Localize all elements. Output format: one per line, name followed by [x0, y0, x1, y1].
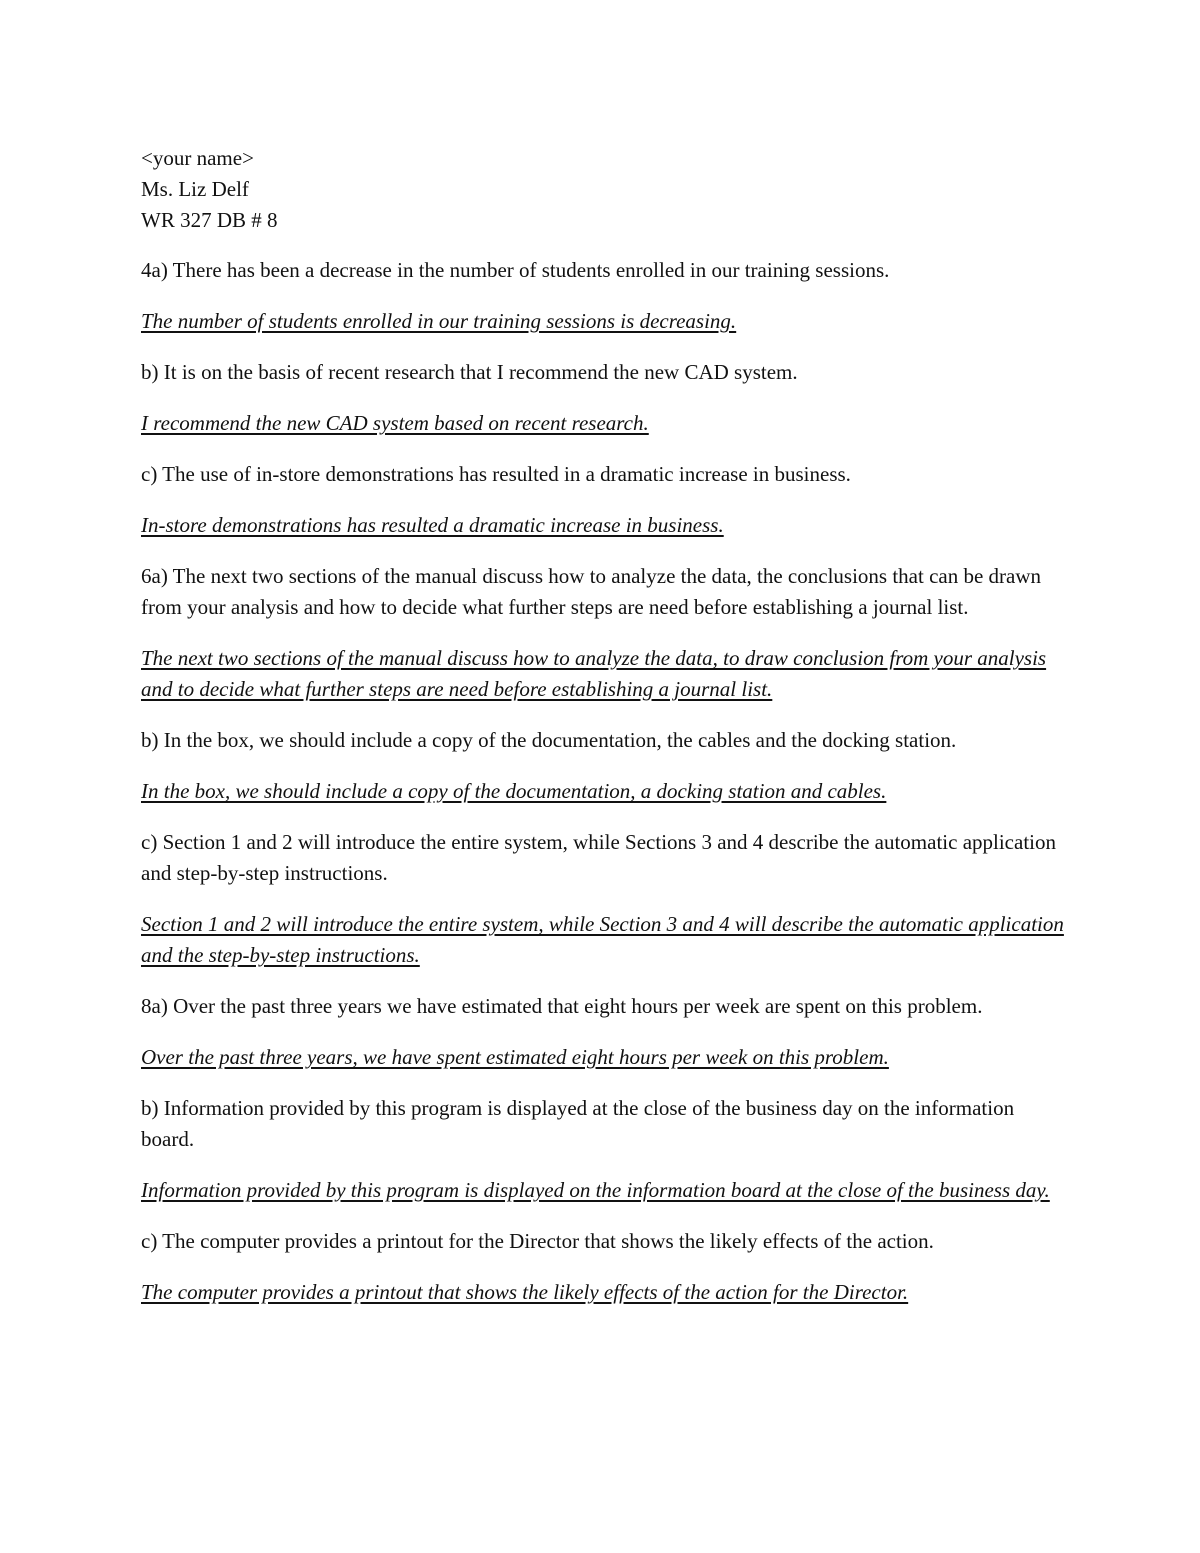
exercise-prompt: 4a) There has been a decrease in the number of students enrolled in our training sessions.: [141, 258, 890, 282]
exercise-answer: I recommend the new CAD system based on recent research.: [141, 411, 649, 435]
exercise-answer: The number of students enrolled in our training sessions is decreasing.: [141, 309, 737, 333]
exercise-answer: Section 1 and 2 will introduce the entire system, while Section 3 and 4 will describe the automatic application and the step-by-step instructions.: [141, 912, 1064, 967]
course-line: WR 327 DB # 8: [141, 208, 278, 232]
exercise-answer: In-store demonstrations has resulted a dramatic increase in business.: [141, 513, 724, 537]
exercise-prompt: c) The computer provides a printout for the Director that shows the likely effects of the action.: [141, 1229, 934, 1253]
exercise-prompt: 8a) Over the past three years we have estimated that eight hours per week are spent on this problem.: [141, 994, 983, 1018]
exercise-prompt: c) The use of in-store demonstrations has resulted in a dramatic increase in business.: [141, 462, 851, 486]
exercise-answer: Over the past three years, we have spent estimated eight hours per week on this problem.: [141, 1045, 889, 1069]
document-body: [141, 143, 1071, 1328]
exercise-answer: Information provided by this program is displayed on the information board at the close of the business day.: [141, 1178, 1050, 1202]
instructor-name: Ms. Liz Delf: [141, 177, 249, 201]
heading-block: [141, 143, 1071, 236]
exercise-prompt: b) Information provided by this program is displayed at the close of the business day on the information board.: [141, 1096, 1015, 1151]
exercise-prompt: b) It is on the basis of recent research that I recommend the new CAD system.: [141, 360, 798, 384]
exercise-answer: The computer provides a printout that shows the likely effects of the action for the Director.: [141, 1280, 909, 1304]
student-name: <your name>: [141, 146, 254, 170]
exercise-answer: In the box, we should include a copy of the documentation, a docking station and cables.: [141, 779, 887, 803]
exercise-prompt: 6a) The next two sections of the manual discuss how to analyze the data, the conclusions that can be drawn from your analysis and how to decide what further steps are need before establishing a journal list.: [141, 564, 1042, 619]
exercise-prompt: b) In the box, we should include a copy of the documentation, the cables and the docking station.: [141, 728, 957, 752]
exercise-prompt: c) Section 1 and 2 will introduce the entire system, while Sections 3 and 4 describe the automatic application and step-by-step instructions.: [141, 830, 1056, 885]
exercise-answer: The next two sections of the manual discuss how to analyze the data, to draw conclusion from your analysis and to decide what further steps are need before establishing a journal list.: [141, 646, 1047, 701]
